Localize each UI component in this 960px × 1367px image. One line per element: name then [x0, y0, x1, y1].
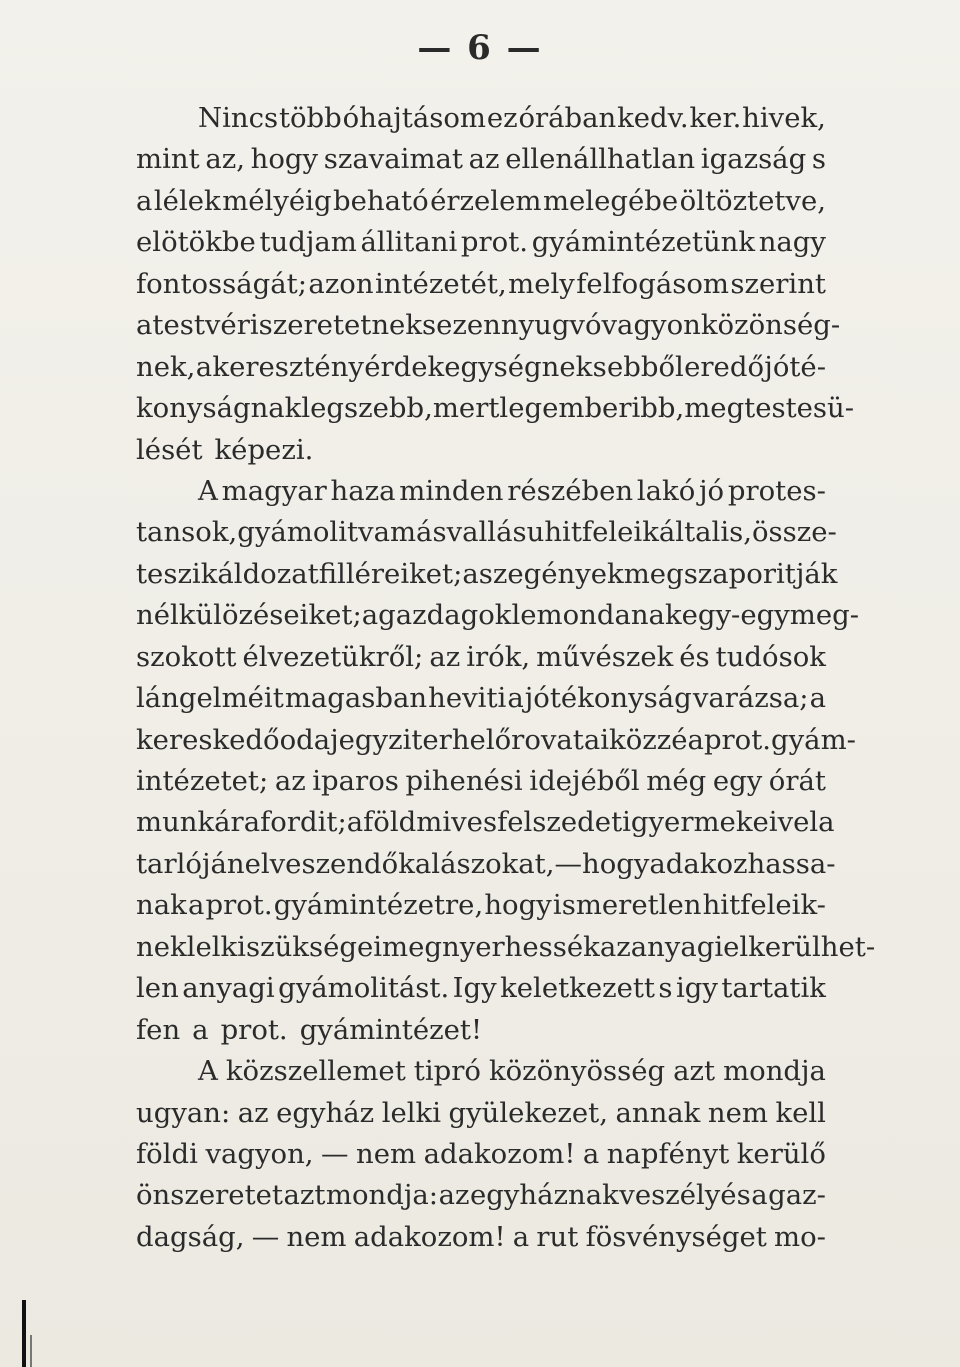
text-line: konyságnak legszebb, mert legemberibb, megtestesü- [136, 392, 855, 425]
text-line: lését képezi. [136, 433, 314, 466]
text-line: teszik áldozat filléreiket; a szegények megszaporitják [136, 557, 838, 590]
binding-edge-shadow [30, 1335, 32, 1367]
text-line: intézetet; az iparos pihenési idejéből még egy órát [136, 765, 826, 797]
body-text [136, 98, 876, 1258]
text-line: tarlóján elveszendő kalászokat, — hogy adakozhassa- [136, 847, 836, 880]
text-line: mint az, hogy szavaimat az ellenállhatlan igazság s [136, 143, 826, 176]
text-line: nak a prot. gyámintézetre, hogy ismeretlen hitfeleik- [136, 889, 826, 922]
paragraph [136, 1051, 826, 1258]
text-line: önszeretet azt mondja: az egyháznak veszélyés a gaz- [136, 1179, 826, 1212]
text-line: kereskedő odajegyzi terhelő rovatai közzé a prot. gyám- [136, 723, 856, 756]
text-line: lángelméit magasban heviti a jótékonyság varázsa; a [136, 682, 826, 715]
text-line: nek, a keresztény érdekegységnek s ebből eredő jóté- [136, 350, 826, 383]
text-line: ugyan: az egyház lelki gyülekezet, annak nem kell [136, 1096, 826, 1129]
text-line: nek lelkiszükségei megnyerhessék az anyagi elkerülhet- [136, 930, 876, 963]
text-line: tansok, gyámolitva más vallásu hitfeleik által is, össze- [136, 516, 837, 549]
text-line: nélkülözéseiket; a gazdagok lemondanak egy-egy meg- [136, 599, 859, 632]
paragraph [136, 98, 855, 471]
text-line: A közszellemet tipró közönyösség azt mondja [198, 1055, 826, 1088]
text-line: elötökbe tudjam állitani prot. gyámintézetünk nagy [136, 226, 826, 259]
text-line: Nincs több óhajtásom ez órában kedv. ker. hivek, [198, 102, 826, 134]
text-line: a lélek mélyéig beható érzelem melegébe öltöztetve, [136, 184, 826, 217]
text-line: munkára fordit; a földmives felszedeti gyermekeivel a [136, 806, 835, 839]
binding-edge-mark [22, 1300, 26, 1367]
text-line: A magyar haza minden részében lakó jó protes- [198, 474, 826, 507]
page-number: — 6 — [417, 28, 543, 68]
text-line: a testvéri szeretetnek s ezen nyugvó vagyonközönség- [136, 309, 841, 342]
text-line: fontosságát; azon intézetét, mely felfogásom szerint [136, 267, 826, 300]
text-line: fen a prot. gyámintézet! [136, 1013, 482, 1046]
paragraph [136, 471, 876, 1051]
text-line: szokott élvezetükről; az irók, művészek és tudósok [136, 640, 826, 673]
text-line: len anyagi gyámolitást. Igy keletkezett s igy tartatik [136, 972, 826, 1005]
text-line: dagság, — nem adakozom! a rut fösvénységet mo- [136, 1220, 826, 1253]
text-line: földi vagyon, — nem adakozom! a napfényt kerülő [136, 1137, 826, 1170]
